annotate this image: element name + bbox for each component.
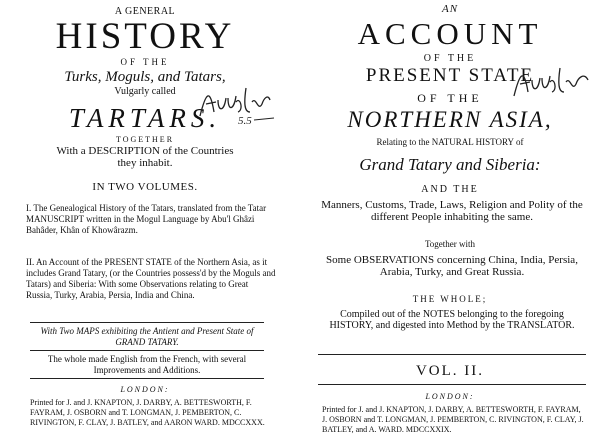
imprint-london: LONDON: bbox=[120, 385, 170, 394]
divider-rule bbox=[30, 322, 264, 323]
divider-rule bbox=[318, 384, 586, 385]
present-state-title: PRESENT STATE bbox=[365, 65, 535, 86]
of-the-line-1: OF THE bbox=[423, 53, 477, 64]
imprint-printers: Printed for J. and J. KNAPTON, J. DARBY, A. BETTESWORTH, F. FAYRAM, J. OSBORN and T. LONGMAN, J. PEMBERTON, C. RIVINGTON, F. CLAY, J. BATLEY, and AARON WARD. MDCCXXX. bbox=[30, 398, 265, 427]
an-heading: AN bbox=[441, 3, 459, 15]
two-maps-note: With Two MAPS exhibiting the Antient and Present State of GRAND TATARY. bbox=[40, 326, 254, 347]
relating-line: Relating to the NATURAL HISTORY of bbox=[376, 137, 524, 147]
divider-rule bbox=[30, 378, 264, 379]
with-description-line-1: With a DESCRIPTION of the Countries bbox=[56, 145, 234, 157]
manners-description: Manners, Customs, Trade, Laws, Religion and Polity of the different People inhabiting the same. bbox=[321, 199, 583, 223]
divider-rule bbox=[318, 354, 586, 355]
page-gutter bbox=[292, 0, 298, 447]
grand-tatary-line: Grand Tatary and Siberia: bbox=[359, 155, 541, 174]
imprint-printers: Printed for J. and J. KNAPTON, J. DARBY, A. BETTESWORTH, F. FAYRAM, J. OSBORN and T. LONGMAN, J. PEMBERTON, C. RIVINGTON, F. CLAY, J. BATLEY, and A. WARD. MDCCXXIX. bbox=[322, 405, 584, 434]
of-the-line-2: OF THE bbox=[417, 91, 483, 105]
handwritten-note: 5.5 bbox=[238, 115, 252, 127]
a-general-heading: A GENERAL bbox=[114, 6, 176, 17]
left-title-page bbox=[0, 0, 290, 447]
right-title-page bbox=[300, 0, 600, 447]
together-with-line: Together with bbox=[424, 239, 476, 249]
volume-two-description: II. An Account of the PRESENT STATE of the Northern Asia, as it includes Grand Tatary, (or the Countries possess'd by the Moguls and Tatars) and Siberia: With some Observations relating to Great Russia, Turky, Arabia, Persia, India and China. bbox=[26, 257, 276, 300]
turks-moguls-tatars-line: Turks, Moguls, and Tatars, bbox=[64, 69, 226, 85]
vulgarly-called-line: Vulgarly called bbox=[114, 86, 176, 97]
together-line: TOGETHER bbox=[115, 135, 175, 144]
northern-asia-title: NORTHERN ASIA, bbox=[347, 107, 553, 132]
observations-description: Some OBSERVATIONS concerning China, India, Persia, Arabia, Turky, and Great Russia. bbox=[326, 254, 578, 278]
whole-made-english-note: The whole made English from the French, with several Improvements and Additions. bbox=[47, 354, 247, 375]
history-title: HISTORY bbox=[55, 16, 235, 57]
volume-number: VOL. II. bbox=[415, 363, 485, 379]
of-the-line: OF THE bbox=[120, 57, 170, 67]
divider-rule bbox=[30, 350, 264, 351]
compiled-description: Compiled out of the NOTES belonging to the foregoing HISTORY, and digested into Method by the TRANSLATOR. bbox=[329, 309, 575, 331]
volume-one-description: I. The Genealogical History of the Tatars, translated from the Tatar MANUSCRIPT written in the Mogul Language by Abu'l Ghâzi Bahâder, Khân of Khowârazm. bbox=[26, 203, 267, 235]
the-whole-line: THE WHOLE; bbox=[412, 294, 488, 304]
and-the-line: AND THE bbox=[421, 184, 479, 195]
two-volumes-line: IN TWO VOLUMES. bbox=[92, 181, 198, 193]
with-description-line-2: they inhabit. bbox=[117, 157, 173, 169]
imprint-london: LONDON: bbox=[425, 392, 475, 401]
account-title: ACCOUNT bbox=[357, 16, 543, 51]
tartars-title: TARTARS. bbox=[68, 103, 222, 133]
